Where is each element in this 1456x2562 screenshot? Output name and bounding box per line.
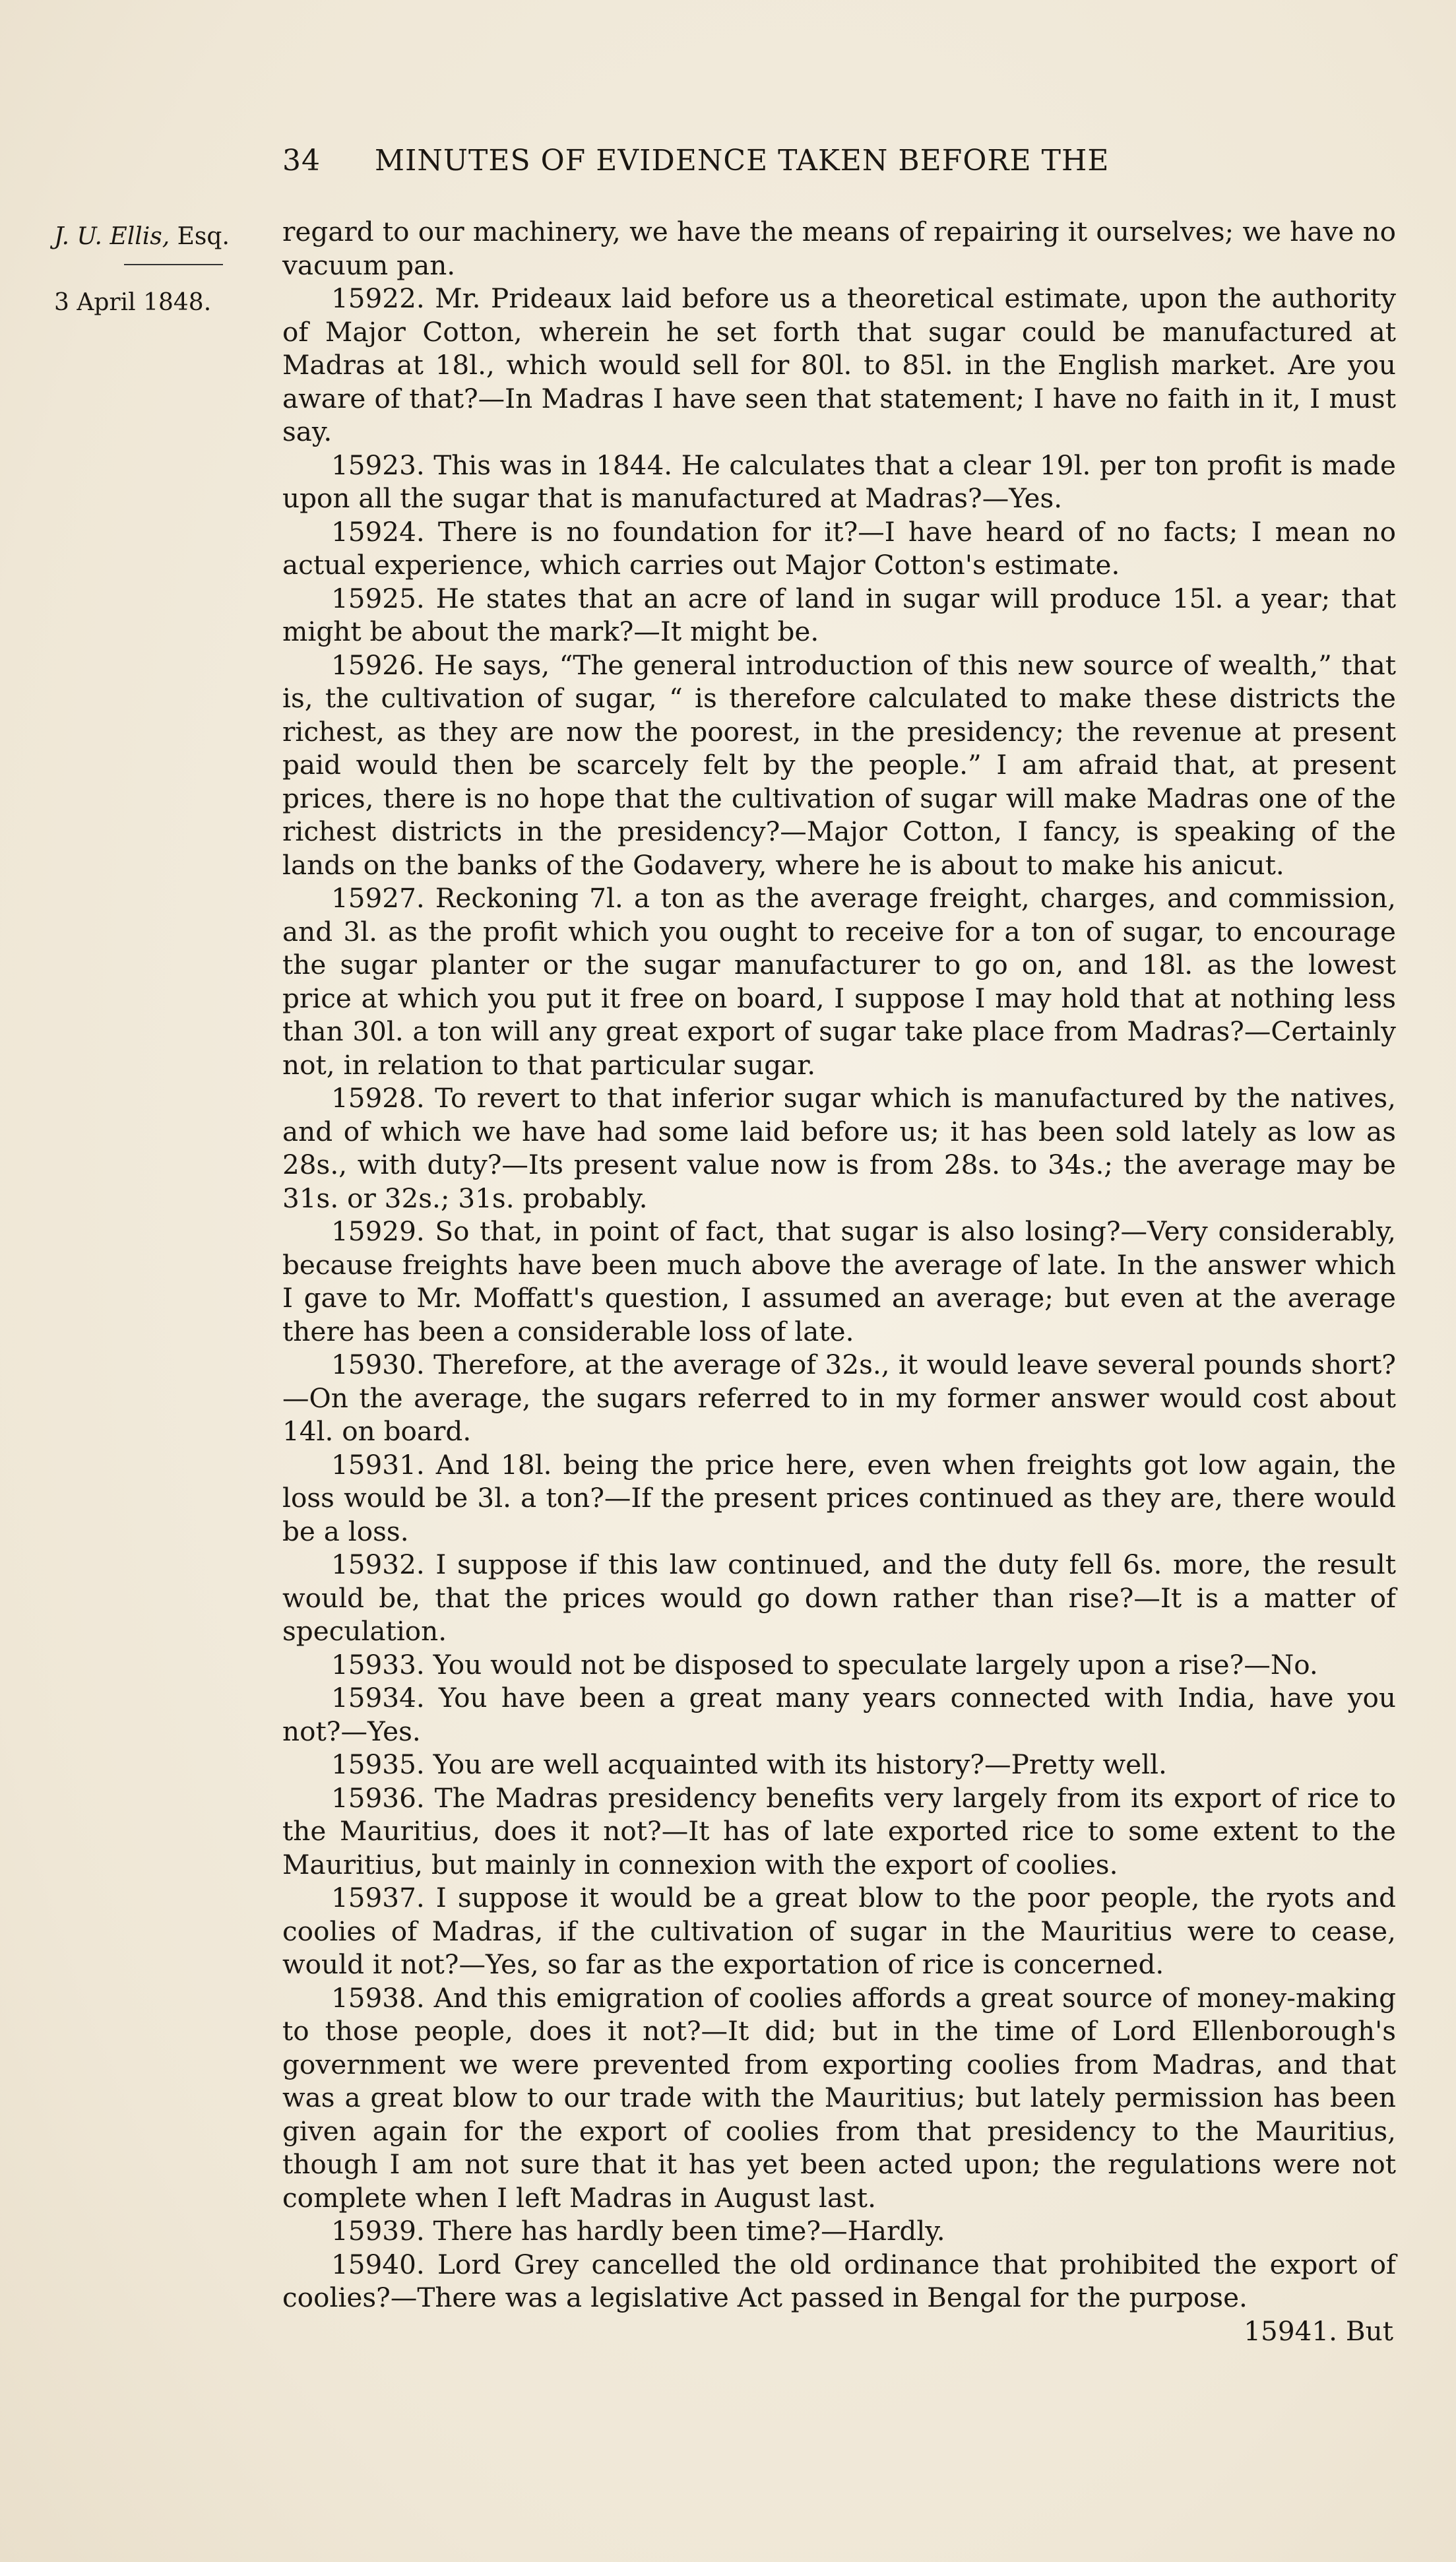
catchword: 15941. But	[1244, 2315, 1393, 2347]
paragraph: 15930. Therefore, at the average of 32s., it would leave several pounds short?—On the average, the sugars referred to in my former answer would cost about 14l. on board.	[282, 1349, 1396, 1447]
witness-name: J. U. Ellis,	[54, 223, 170, 250]
paragraph: 15929. So that, in point of fact, that sugar is also losing?—Very considerably, because freights have been much above the average of late. In the answer which I gave to Mr. Moffatt's question, I assumed an average; but even at the average there has been a considerable loss of late.	[282, 1215, 1396, 1347]
running-header	[282, 144, 1404, 177]
paragraph: 15932. I suppose if this law continued, and the duty fell 6s. more, the result would be, that the prices would go down rather than rise?—It is a matter of speculation.	[282, 1549, 1396, 1647]
paragraph: 15936. The Madras presidency benefits very largely from its export of rice to the Mauritius, does it not?—It has of late exported rice to some extent to the Mauritius, but mainly in connexion with the export of coolies.	[282, 1781, 1396, 1880]
paragraph: regard to our machinery, we have the means of repairing it ourselves; we have no vacuum pan.	[282, 216, 1396, 281]
paragraph: 15937. I suppose it would be a great blow to the poor people, the ryots and coolies of Madras, if the cultivation of sugar in the Mauritius were to cease, would it not?—Yes, so far as the exportation of rice is concerned.	[282, 1882, 1396, 1980]
page-number: 34	[282, 144, 321, 177]
paragraph: 15940. Lord Grey cancelled the old ordinance that prohibited the export of coolies?—There was a legislative Act passed in Bengal for the purpose.	[282, 2248, 1396, 2313]
paragraph: 15931. And 18l. being the price here, even when freights got low again, the loss would be 3l. a ton?—If the present prices continued as they are, there would be a loss.	[282, 1448, 1396, 1547]
margin-witness-name	[54, 223, 230, 250]
running-title: MINUTES OF EVIDENCE TAKEN BEFORE THE	[375, 144, 1110, 177]
paragraph: 15922. Mr. Prideaux laid before us a theoretical estimate, upon the authority of Major Cotton, wherein he set forth that sugar could be manufactured at Madras at 18l., which would sell for 80l. to 85l. in the English market. Are you aware of that?—In Madras I have seen that statement; I have no faith in it, I must say.	[282, 282, 1396, 447]
paragraph: 15939. There has hardly been time?—Hardly.	[331, 2215, 945, 2247]
paragraph: 15938. And this emigration of coolies affords a great source of money-making to those people, does it not?—It did; but in the time of Lord Ellenborough's government we were prevented from exporting coolies from Madras, and that was a great blow to our trade with the Mauritius; but lately permission has been given again for the export of coolies from that presidency to the Mauritius, though I am not sure that it has yet been acted upon; the regulations were not complete when I left Madras in August last.	[282, 1981, 1396, 2214]
paragraph: 15935. You are well acquainted with its history?—Pretty well.	[331, 1748, 1167, 1780]
paragraph: 15934. You have been a great many years connected with India, have you not?—Yes.	[282, 1682, 1396, 1747]
witness-suffix: Esq.	[177, 223, 230, 250]
margin-date: 3 April 1848.	[54, 289, 212, 316]
paragraph: 15933. You would not be disposed to speculate largely upon a rise?—No.	[331, 1648, 1318, 1681]
paragraph: 15927. Reckoning 7l. a ton as the average freight, charges, and commission, and 3l. as the profit which you ought to receive for a ton of sugar, to encourage the sugar planter or the sugar manufacturer to go on, and 18l. as the lowest price at which you put it free on board, I suppose I may hold that at nothing less than 30l. a ton will any great export of sugar take place from Madras?—Certainly not, in relation to that particular sugar.	[282, 882, 1396, 1081]
body-text	[282, 215, 1396, 2348]
margin-divider	[124, 264, 223, 265]
paragraph: 15924. There is no foundation for it?—I have heard of no facts; I mean no actual experience, which carries out Major Cotton's estimate.	[282, 515, 1396, 581]
paragraph: 15923. This was in 1844. He calculates that a clear 19l. per ton profit is made upon all the sugar that is manufactured at Madras?—Yes.	[282, 449, 1396, 514]
paragraph: 15928. To revert to that inferior sugar which is manufactured by the natives, and of which we have had some laid before us; it has been sold lately as low as 28s., with duty?—Its present value now is from 28s. to 34s.; the average may be 31s. or 32s.; 31s. probably.	[282, 1082, 1396, 1214]
paragraph: 15926. He says, “The general introduction of this new source of wealth,” that is, the cultivation of sugar, “ is therefore calculated to make these districts the richest, as they are now the poorest, in the presidency; the revenue at present paid would then be scarcely felt by the people.” I am afraid that, at present prices, there is no hope that the cultivation of sugar will make Madras one of the richest districts in the presidency?—Major Cotton, I fancy, is speaking of the lands on the banks of the Godavery, where he is about to make his anicut.	[282, 649, 1396, 881]
paragraph: 15925. He states that an acre of land in sugar will produce 15l. a year; that might be about the mark?—It might be.	[282, 582, 1396, 647]
